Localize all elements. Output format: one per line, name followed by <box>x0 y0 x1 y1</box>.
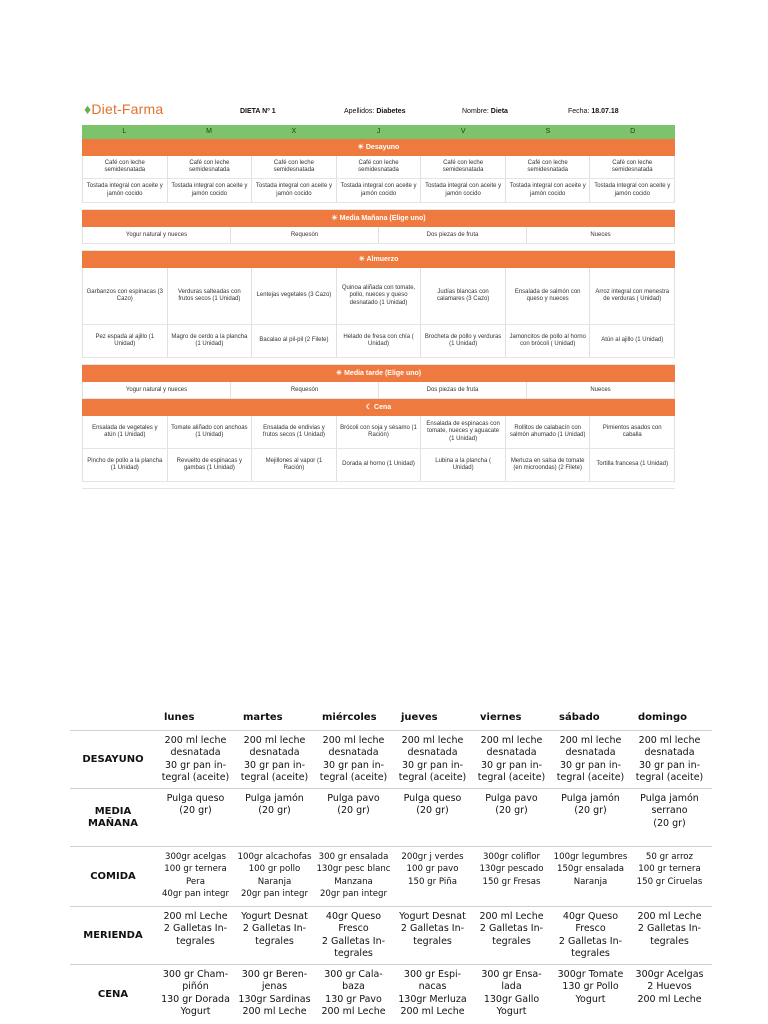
plan-cell: Pulga jamón (20 gr) <box>245 793 304 817</box>
plan-cell: Pulga queso (20 gr) <box>403 793 462 817</box>
plan-cell: 200 ml Leche 2 Galletas In- tegrales <box>479 911 544 947</box>
option-cell: Dos piezas de fruta <box>379 382 527 398</box>
plan-corner <box>70 706 156 730</box>
spacer <box>82 244 675 251</box>
meal-row <box>82 179 675 203</box>
meal-cell: Café con leche semidesnatada <box>337 156 422 178</box>
plan-cell: 40gr Queso Fresco 2 Galletas In- tegrales <box>321 911 386 960</box>
meal-cell: Tostada integral con aceite y jamón cocido <box>506 179 591 202</box>
spacer <box>82 203 675 210</box>
meal-cell: Pez espada al ajillo (1 Unidad) <box>82 325 168 357</box>
meal-cell: Helado de fresa con chía ( Unidad) <box>337 325 422 357</box>
plan-day-header: lunes <box>164 712 195 723</box>
plan-cell: 50 gr arroz 100 gr ternera 150 gr Ciruelas <box>636 852 703 887</box>
plan-cell: 300gr Tomate 130 gr Pollo Yogurt <box>557 969 624 1005</box>
meal-label: DESAYUNO <box>82 753 144 765</box>
plan-cell: 300 gr Espi- nacas 130gr Merluza 200 ml Leche <box>398 969 467 1018</box>
plan-cell: Pulga pavo (20 gr) <box>327 793 380 817</box>
day-label: S <box>545 128 551 135</box>
plan-day-header: miércoles <box>322 712 377 723</box>
plan-cell: Pulga jamón serrano (20 gr) <box>640 793 699 829</box>
option-cell: Nueces <box>527 227 675 243</box>
plan-row <box>70 788 712 846</box>
plan-cell: 40gr Queso Fresco 2 Galletas In- tegrales <box>558 911 623 960</box>
meal-cell: Café con leche semidesnatada <box>168 156 253 178</box>
weekly-plan-table <box>70 706 712 1024</box>
leaf-icon: ♦ <box>84 101 92 117</box>
logo-text: Diet-Farma <box>91 101 164 117</box>
meal-row <box>82 449 675 482</box>
plan-row <box>70 730 712 788</box>
meal-cell: Quinoa aliñada con tomate, pollo, nueces y queso desnatado (1 Unidad) <box>337 268 422 324</box>
section-media-manana: ☀ Media Mañana (Elige uno) <box>82 210 675 227</box>
meal-cell: Bacalao al pil-pil (2 Filete) <box>252 325 337 357</box>
option-cell: Requesón <box>231 227 379 243</box>
meal-cell: Café con leche semidesnatada <box>252 156 337 178</box>
meal-cell: Brócoli con soja y sésamo (1 Ración) <box>337 416 422 448</box>
plan-cell: 100gr legumbres 150gr ensalada Naranja <box>553 852 628 887</box>
plan-day-header: viernes <box>480 712 522 723</box>
plan-cell: Pulga queso (20 gr) <box>166 793 225 817</box>
meal-label: CENA <box>97 988 129 1000</box>
section-media-tarde: ☀ Media tarde (Elige uno) <box>82 365 675 382</box>
meal-row <box>82 156 675 179</box>
plan-cell: 300gr Acelgas 2 Huevos 200 ml Leche <box>635 969 704 1005</box>
spacer <box>82 482 675 489</box>
meal-cell: Ensalada de endivias y frutos secos (1 Unidad) <box>252 416 337 448</box>
cena-grid <box>82 416 675 482</box>
plan-cell: Yogurt Desnat 2 Galletas In- tegrales <box>241 911 308 947</box>
meal-row <box>82 268 675 325</box>
plan-row <box>70 964 712 1024</box>
plan-cell: 300gr coliflor 130gr pescado 150 gr Fresas <box>479 852 544 887</box>
plan-cell: 100gr alcachofas 100 gr pollo Naranja 20gr pan integr <box>237 852 312 900</box>
plan-cell: 300 gr Cala- baza 130 gr Pavo 200 ml Leche <box>321 969 386 1018</box>
meal-cell: Café con leche semidesnatada <box>506 156 591 178</box>
plan-cell: 300 gr ensalada 130gr pesc blanc Manzana 20gr pan integr <box>316 852 391 900</box>
plan-day-header: domingo <box>638 712 688 723</box>
meal-cell: Tostada integral con aceite y jamón cocido <box>337 179 422 202</box>
plan-cell: 300 gr Cham- piñón 130 gr Dorada Yogurt <box>161 969 230 1018</box>
desayuno-grid <box>82 156 675 203</box>
meal-cell: Café con leche semidesnatada <box>421 156 506 178</box>
meal-cell: Pimientos asados con caballa <box>590 416 675 448</box>
meal-cell: Jamoncitos de pollo al horno con brócoli ( Unidad) <box>506 325 591 357</box>
fecha-field: Fecha: 18.07.18 <box>568 108 619 115</box>
day-label: D <box>630 128 636 135</box>
meal-cell: Lubina a la plancha ( Unidad) <box>421 449 506 481</box>
meal-cell: Ensalada de vegetales y atún (1 Unidad) <box>82 416 168 448</box>
plan-cell: 300gr acelgas 100 gr ternera Pera 40gr pan integr <box>161 852 230 900</box>
plan-cell: 200 ml leche desnatada 30 gr pan in- tegral (aceite) <box>398 735 467 784</box>
option-cell: Dos piezas de fruta <box>379 227 527 243</box>
plan-day-header: sábado <box>559 712 600 723</box>
plan-header-row <box>70 706 712 730</box>
plan-body <box>70 730 712 1024</box>
meal-label: COMIDA <box>90 870 136 882</box>
diet-farma-logo <box>84 101 163 117</box>
plan-cell: 200 ml leche desnatada 30 gr pan in- tegral (aceite) <box>240 735 309 784</box>
plan-cell: 200 ml leche desnatada 30 gr pan in- tegral (aceite) <box>161 735 230 784</box>
day-label: V <box>460 128 466 135</box>
diet-sheet <box>82 99 675 479</box>
meal-cell: Pincho de pollo a la plancha (1 Unidad) <box>82 449 168 481</box>
meal-cell: Tortilla francesa (1 Unidad) <box>590 449 675 481</box>
meal-label: MERIENDA <box>83 929 143 941</box>
meal-cell: Tomate aliñado con anchoas (1 Unidad) <box>168 416 253 448</box>
meal-cell: Tostada integral con aceite y jamón cocido <box>590 179 675 202</box>
nombre-field: Nombre: Dieta <box>462 108 508 115</box>
plan-cell: 200 ml leche desnatada 30 gr pan in- tegral (aceite) <box>635 735 704 784</box>
day-label: X <box>291 128 297 135</box>
option-cell: Yogur natural y nueces <box>82 227 231 243</box>
sheet-day-row <box>82 125 675 139</box>
meal-cell: Garbanzos con espinacas (3 Cazo) <box>82 268 168 324</box>
meal-cell: Tostada integral con aceite y jamón cocido <box>168 179 253 202</box>
meal-row <box>82 325 675 358</box>
meal-cell: Café con leche semidesnatada <box>82 156 168 178</box>
meal-cell: Ensalada de espinacas con tomate, nueces y aguacate (1 Unidad) <box>421 416 506 448</box>
media-manana-options <box>82 227 675 244</box>
meal-cell: Café con leche semidesnatada <box>590 156 675 178</box>
plan-cell: 200gr j verdes 100 gr pavo 150 gr Piña <box>401 852 464 887</box>
meal-cell: Judías blancas con calamares (3 Cazo) <box>421 268 506 324</box>
media-tarde-options <box>82 382 675 399</box>
meal-cell: Revuelto de espinacas y gambas (1 Unidad) <box>168 449 253 481</box>
plan-cell: 200 ml leche desnatada 30 gr pan in- tegral (aceite) <box>556 735 625 784</box>
meal-cell: Dorada al horno (1 Unidad) <box>337 449 422 481</box>
plan-row <box>70 846 712 906</box>
meal-cell: Merluza en salsa de tomate (en microondas) (2 Filete) <box>506 449 591 481</box>
apellidos-field: Apellidos: Diabetes <box>344 108 406 115</box>
plan-cell: Pulga pavo (20 gr) <box>485 793 538 817</box>
diet-number: DIETA Nº 1 <box>240 108 276 115</box>
plan-day-header: martes <box>243 712 283 723</box>
meal-cell: Tostada integral con aceite y jamón cocido <box>421 179 506 202</box>
section-cena: ☾ Cena <box>82 399 675 416</box>
plan-cell: Pulga jamón (20 gr) <box>561 793 620 817</box>
meal-cell: Brocheta de pollo y verduras (1 Unidad) <box>421 325 506 357</box>
meal-cell: Tostada integral con aceite y jamón cocido <box>82 179 168 202</box>
meal-cell: Atún al ajillo (1 Unidad) <box>590 325 675 357</box>
day-label: L <box>122 128 127 135</box>
sheet-header <box>82 99 675 125</box>
plan-cell: 200 ml leche desnatada 30 gr pan in- tegral (aceite) <box>319 735 388 784</box>
meal-cell: Ensalada de salmón con queso y nueces <box>506 268 591 324</box>
meal-cell: Tostada integral con aceite y jamón cocido <box>252 179 337 202</box>
almuerzo-grid <box>82 268 675 358</box>
meal-label: MEDIA MAÑANA <box>88 805 138 829</box>
plan-cell: 300 gr Ensa- lada 130gr Gallo Yogurt <box>481 969 542 1018</box>
plan-row <box>70 906 712 964</box>
option-cell: Requesón <box>231 382 379 398</box>
meal-cell: Verduras salteadas con frutos secos (1 Unidad) <box>168 268 253 324</box>
plan-cell: Yogurt Desnat 2 Galletas In- tegrales <box>399 911 466 947</box>
section-almuerzo: ☀ Almuerzo <box>82 251 675 268</box>
plan-cell: 200 ml Leche 2 Galletas In- tegrales <box>163 911 228 947</box>
meal-cell: Mejillones al vapor (1 Ración) <box>252 449 337 481</box>
plan-cell: 300 gr Beren- jenas 130gr Sardinas 200 ml Leche <box>238 969 311 1018</box>
spacer <box>82 358 675 365</box>
meal-cell: Rollitos de calabacín con salmón ahumado (1 Unidad) <box>506 416 591 448</box>
plan-day-header: jueves <box>401 712 438 723</box>
meal-cell: Magro de cerdo a la plancha (1 Unidad) <box>168 325 253 357</box>
plan-cell: 200 ml leche desnatada 30 gr pan in- tegral (aceite) <box>477 735 546 784</box>
meal-row <box>82 416 675 449</box>
option-cell: Yogur natural y nueces <box>82 382 231 398</box>
option-cell: Nueces <box>527 382 675 398</box>
day-label: J <box>376 128 381 135</box>
plan-cell: 200 ml Leche 2 Galletas In- tegrales <box>637 911 702 947</box>
section-desayuno: ☀ Desayuno <box>82 139 675 156</box>
meal-cell: Lentejas vegetales (3 Cazo) <box>252 268 337 324</box>
meal-cell: Arroz integral con menestra de verduras ( Unidad) <box>590 268 675 324</box>
day-label: M <box>206 128 212 135</box>
